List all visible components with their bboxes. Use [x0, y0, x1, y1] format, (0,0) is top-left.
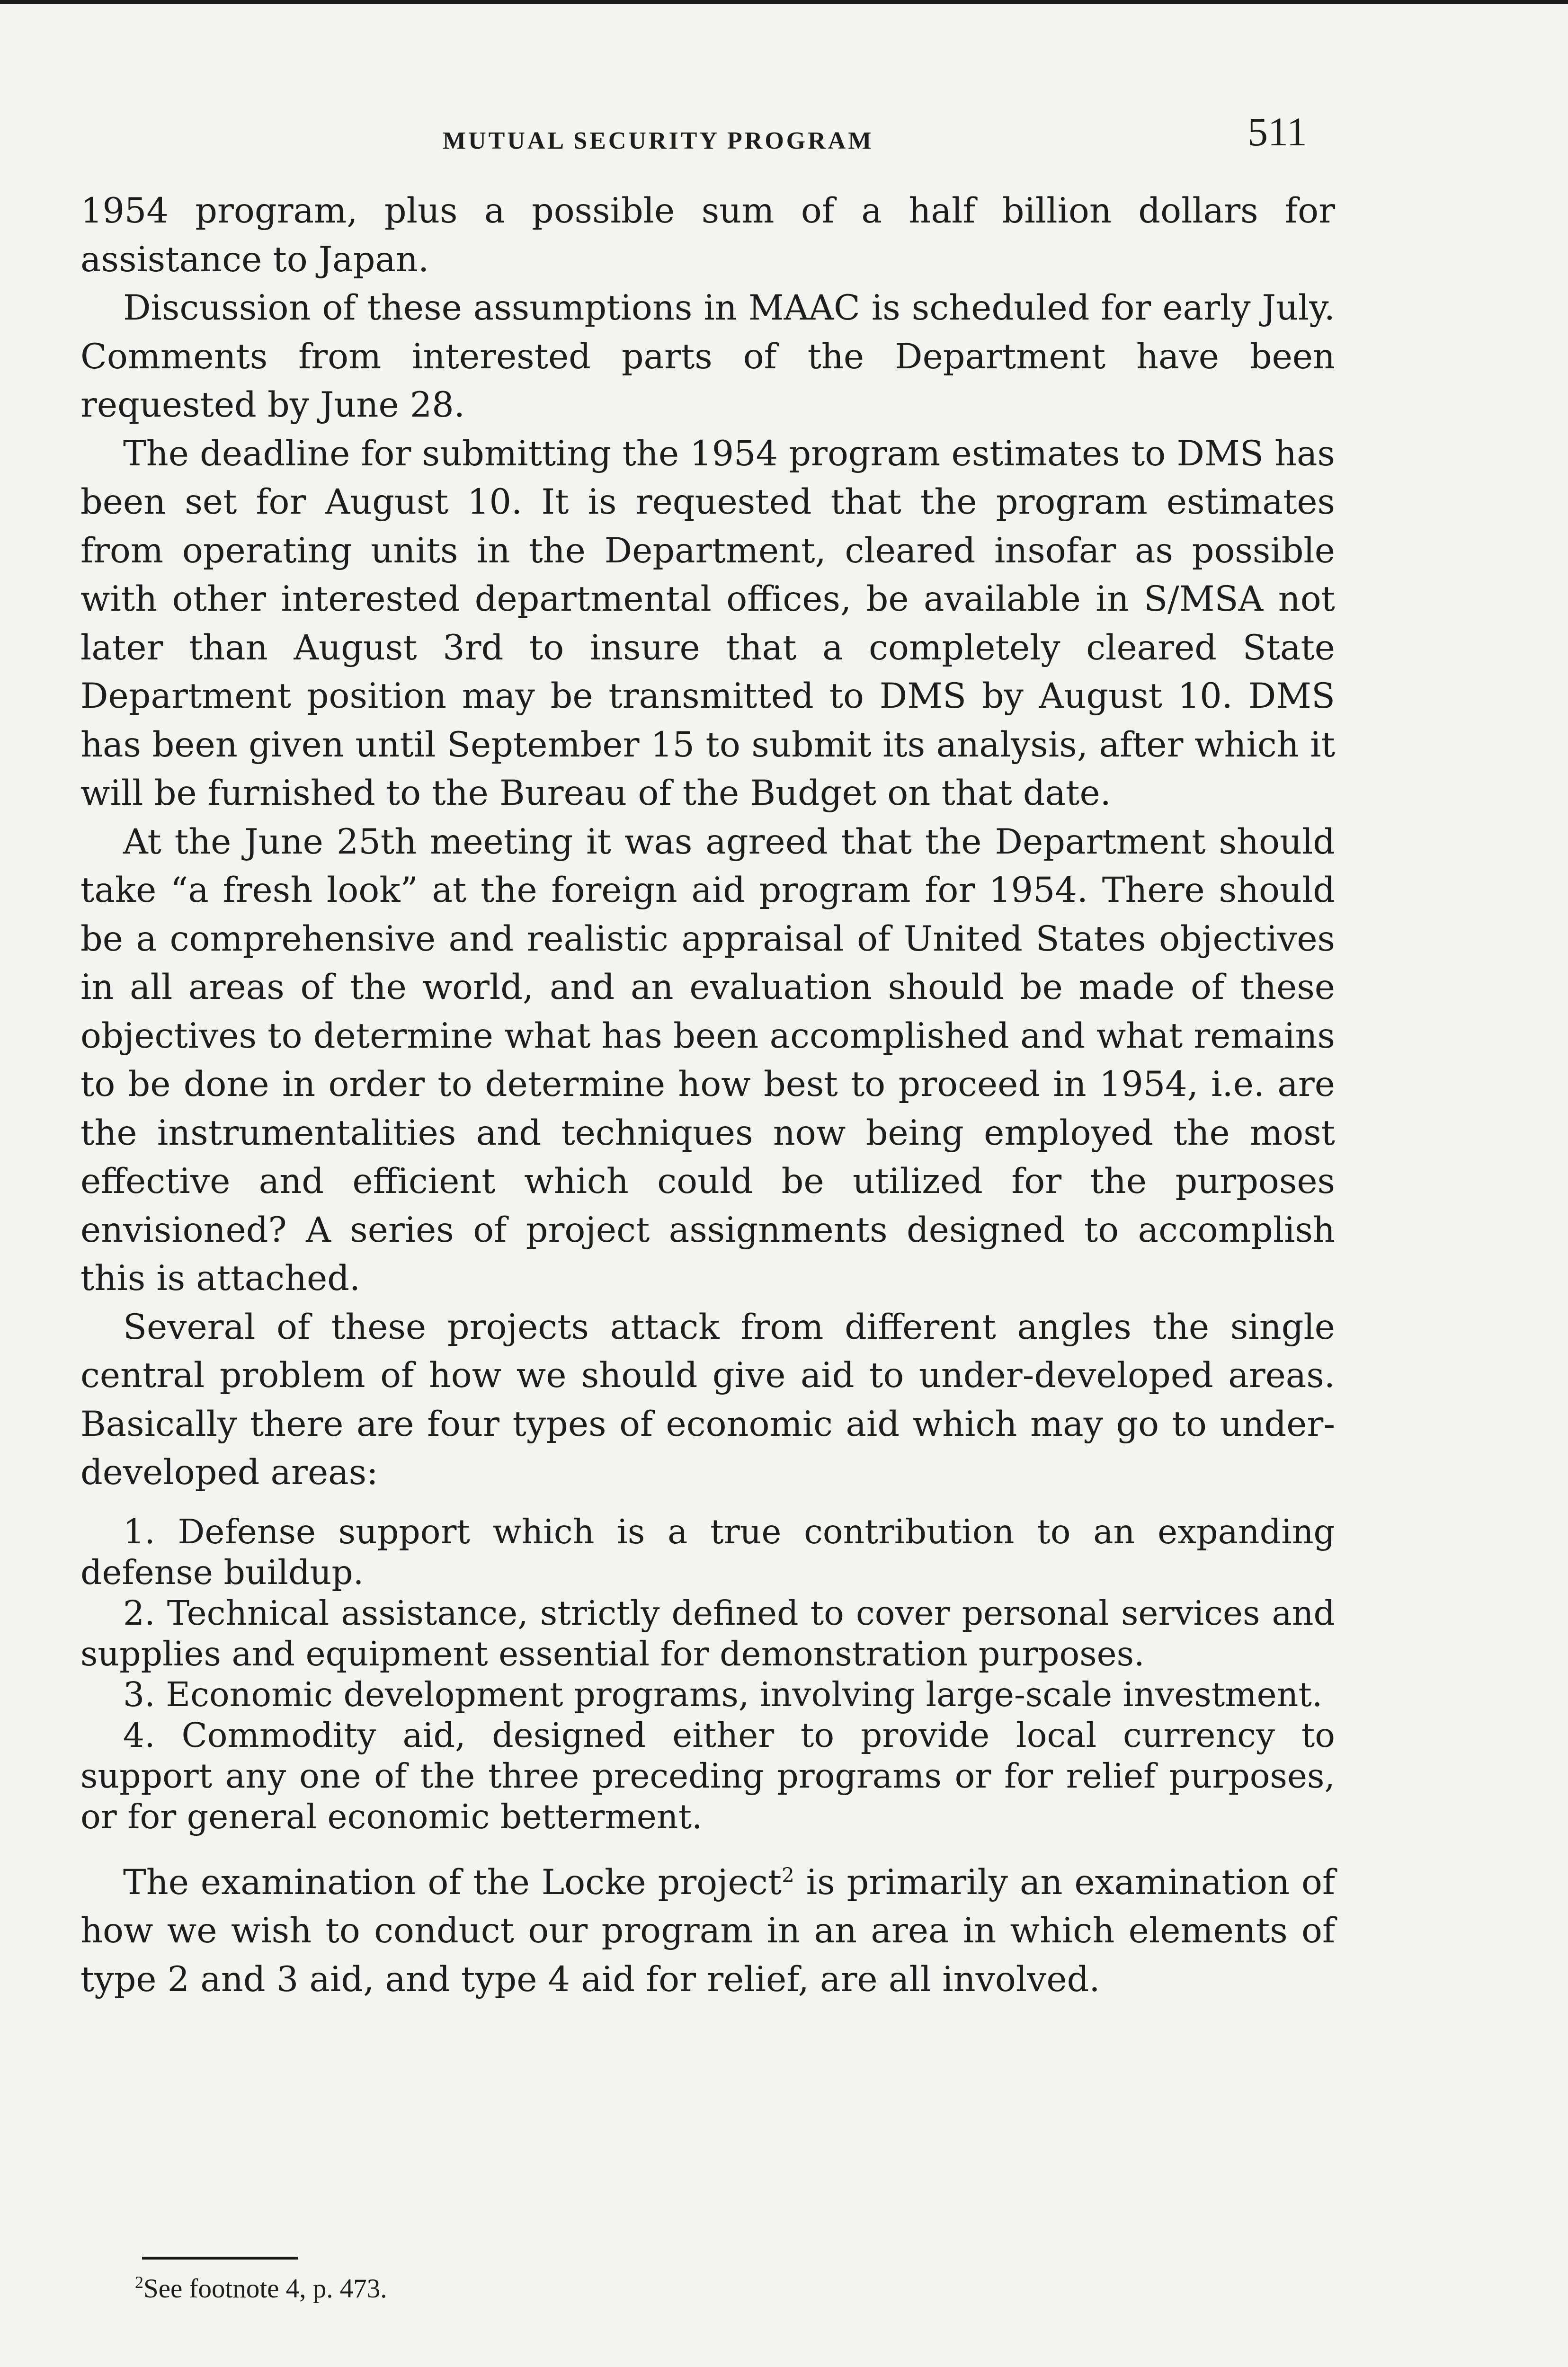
footnote-reference-marker: 2 [782, 1863, 794, 1887]
top-edge-rule [0, 0, 1568, 4]
list-item: 2. Technical assistance, strictly defined to cover personal services and supplies and equipment essential for demonstration purposes. [80, 1593, 1335, 1673]
list-item: 4. Commodity aid, designed either to provide local currency to support any one of the three preceding programs or for relief purposes, or for general economic betterment. [80, 1715, 1335, 1836]
paragraph-fresh-look: At the June 25th meeting it was agreed that the Department should take “a fresh look” at the foreign aid program for 1954. There should be a comprehensive and realistic appraisal of United States objectives in all areas of the world, and an evaluation should be made of these objectives to determine what has been accomplished and what remains to be done in order to determine how best to proceed in 1954, i.e. are the instrumentalities and techniques now being employed the most effective and efficient which could be utilized for the purposes envisioned? A series of project assignments designed to accomplish this is attached. [80, 821, 1335, 1299]
paragraph-deadline: The deadline for submitting the 1954 program estimates to DMS has been set for August 10. It is requested that the program estimates from operating units in the Department, cleared insofar as possible with other interested departmental offices, be available in S/MSA not later than August 3rd to insure that a completely cleared State Department position may be transmitted to DMS by August 10. DMS has been given until September 15 to submit its analysis, after which it will be furnished to the Bureau of the Budget on that date. [80, 433, 1335, 813]
paragraph-projects: Several of these projects attack from different angles the single central problem of how we should give aid to under-developed areas. Basically there are four types of economic aid which may go to under-developed areas: [80, 1307, 1335, 1493]
footnote-rule [142, 2257, 298, 2260]
page-number: 511 [1247, 109, 1307, 154]
paragraph-maac-discussion: Discussion of these assumptions in MAAC is scheduled for early July. Comments from interested parts of the Department have been requested by June 28. [80, 288, 1335, 425]
body-text [80, 187, 1335, 2004]
footnote [135, 2272, 387, 2304]
paragraph-continued: 1954 program, plus a possible sum of a half billion dollars for assistance to Japan. [80, 191, 1335, 280]
aid-types-list [80, 1512, 1335, 1837]
paragraph-locke-project [80, 1859, 1335, 2004]
list-item: 3. Economic development programs, involving large-scale investment. [123, 1674, 1323, 1714]
list-item: 1. Defense support which is a true contribution to an expanding defense buildup. [80, 1512, 1335, 1592]
running-head: MUTUAL SECURITY PROGRAM [443, 127, 874, 154]
footnote-marker: 2 [135, 2273, 143, 2292]
locke-text-end: is primarily an examination of how we wish to conduct our program in an area in which elements of type 2 and 3 aid, and type 4 aid for relief, are all involved. [80, 1862, 1335, 2000]
footnote-text: See footnote 4, p. 473. [143, 2274, 387, 2304]
locke-text-start: The examination of the Locke project [123, 1862, 782, 1903]
